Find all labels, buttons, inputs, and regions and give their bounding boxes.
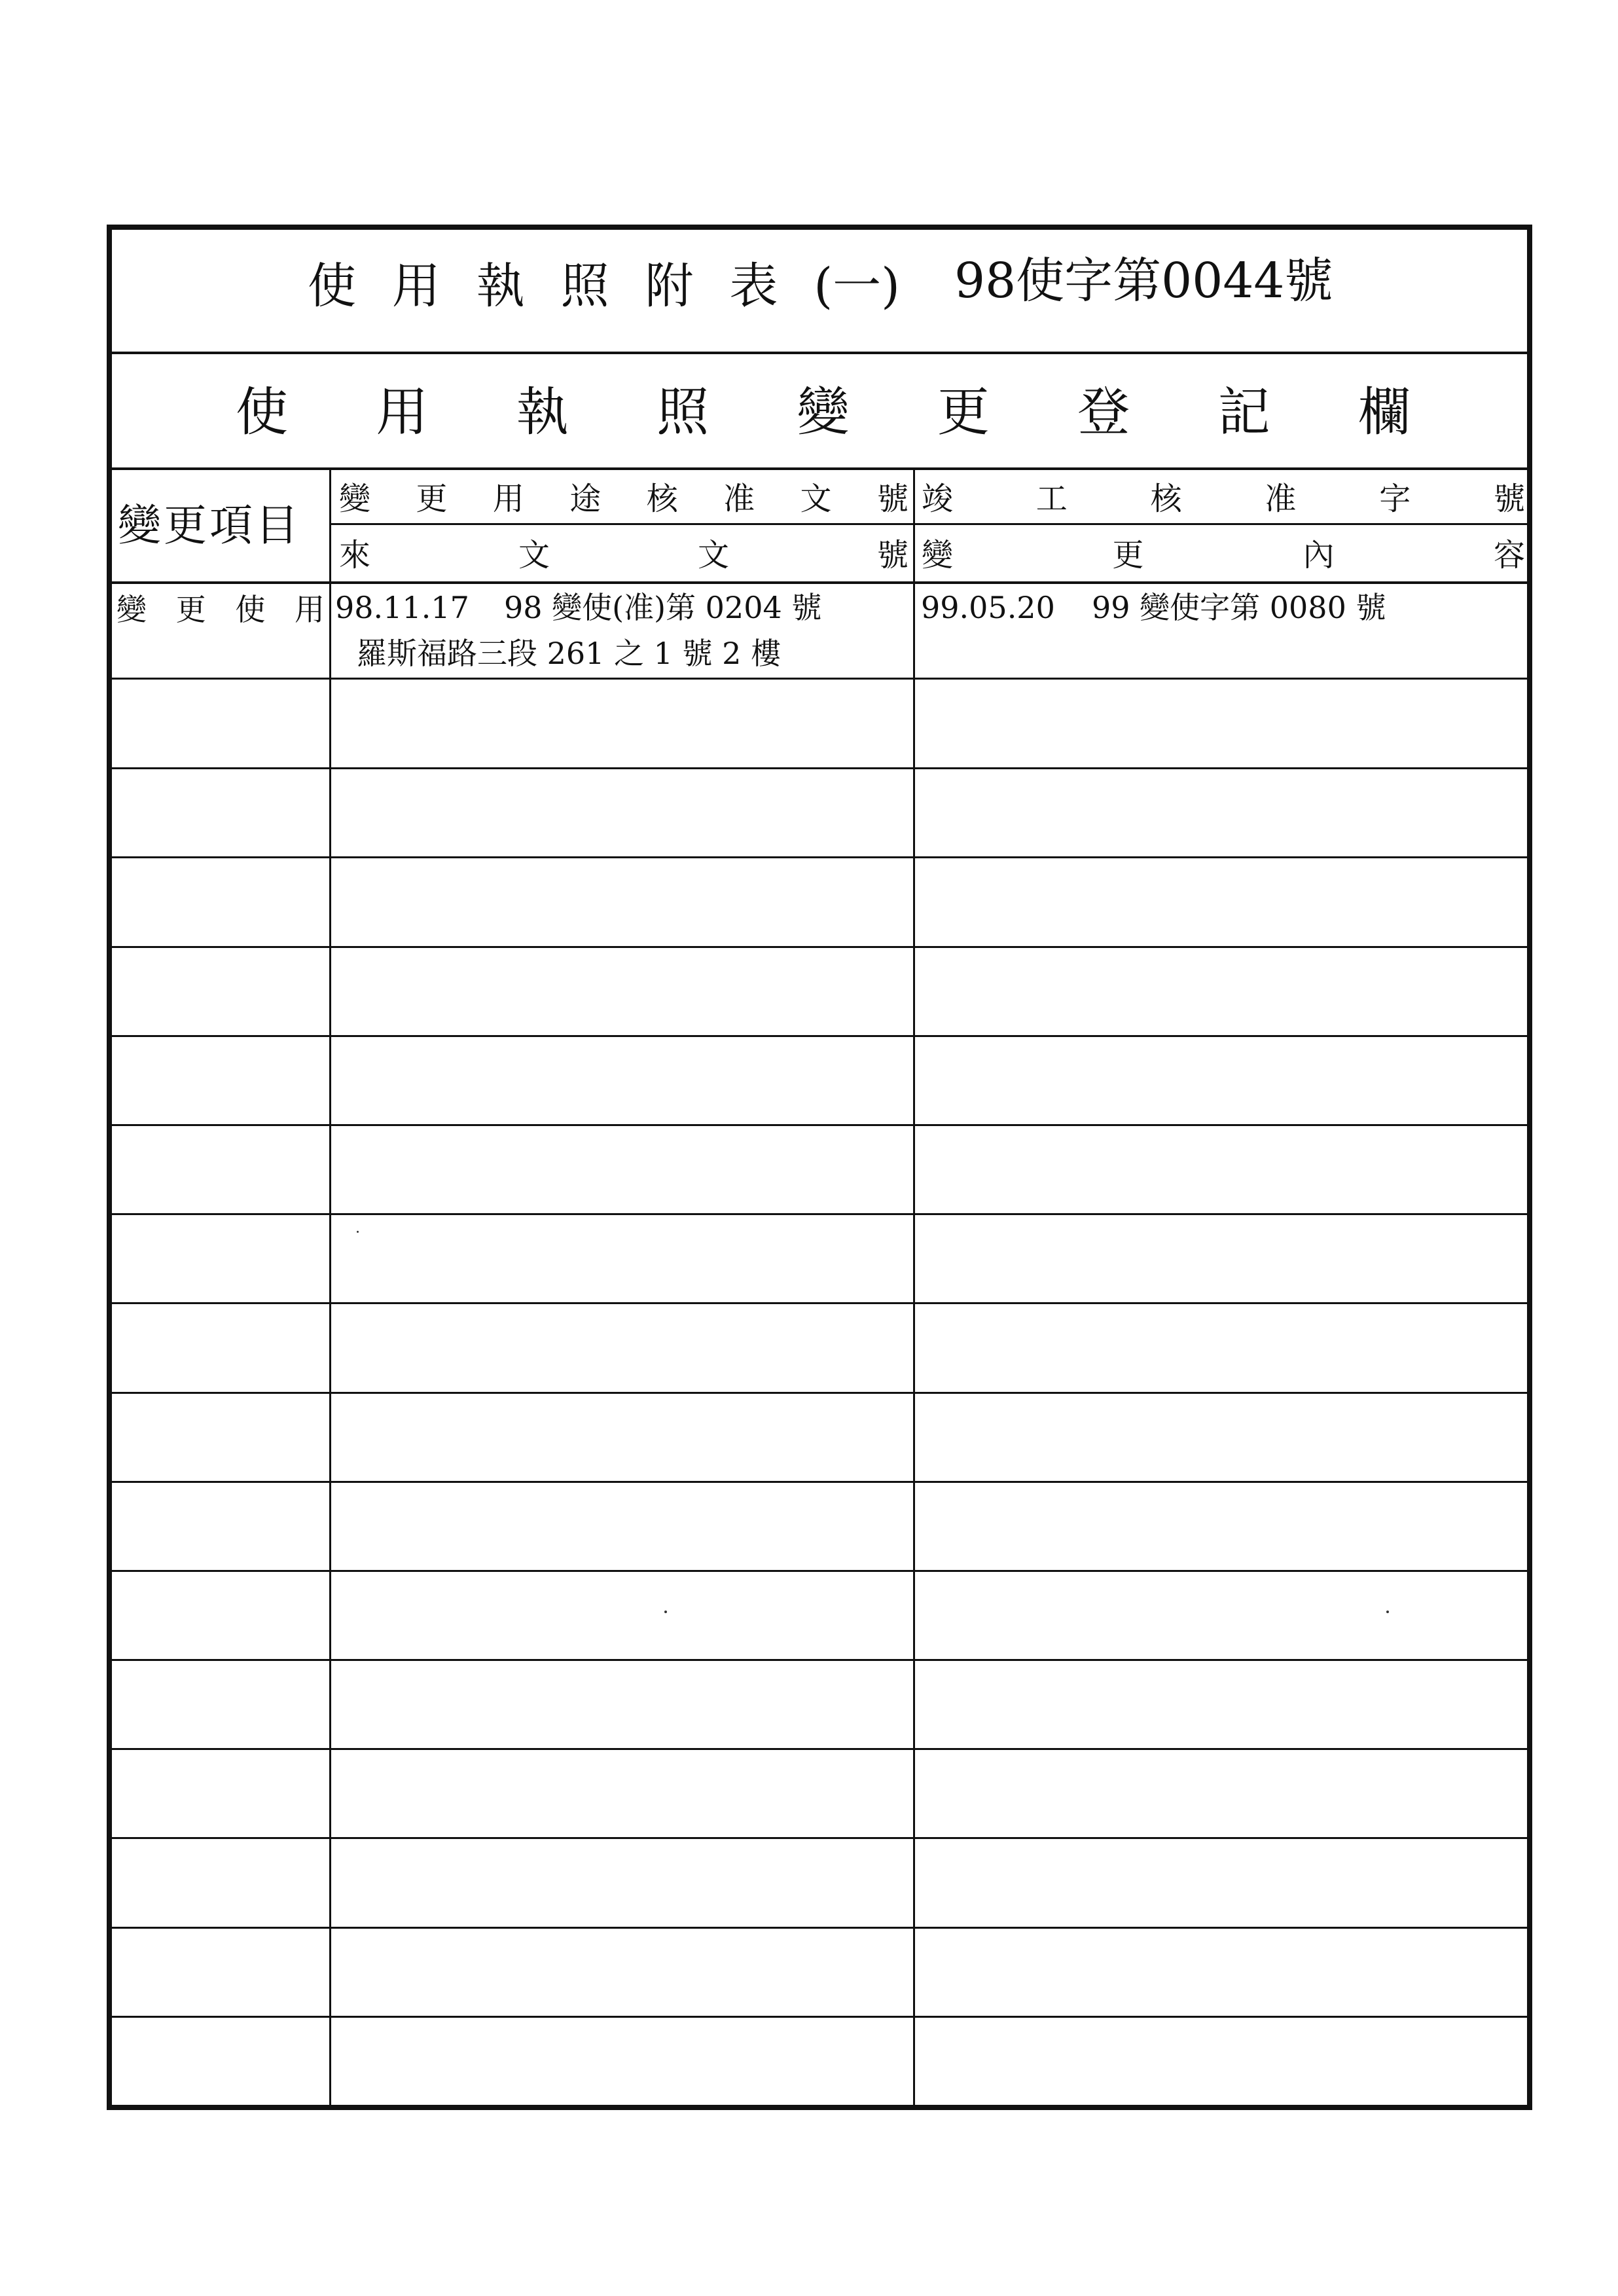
rule-below-subtitle bbox=[109, 467, 1530, 470]
row-rule bbox=[109, 1392, 1530, 1394]
rule-below-title bbox=[109, 352, 1530, 354]
row-1-completion-number: 99 變使字第 0080 號 bbox=[1092, 590, 1386, 625]
title-char: 表 bbox=[729, 258, 778, 314]
scan-speck bbox=[357, 1231, 359, 1233]
row-rule bbox=[109, 1927, 1530, 1929]
permit-mid: 使字第 bbox=[1016, 253, 1162, 309]
row-1-address: 羅斯福路三段 261 之 1 號 2 樓 bbox=[357, 636, 782, 671]
row-rule bbox=[109, 1481, 1530, 1483]
title-char: 執 bbox=[476, 258, 525, 314]
incoming-doc-header: 來 文 文 號 bbox=[339, 537, 908, 574]
row-rule bbox=[109, 1837, 1530, 1839]
row-rule bbox=[109, 1570, 1530, 1572]
form-subtitle bbox=[236, 383, 1411, 442]
rule-below-row-1 bbox=[109, 678, 1530, 680]
rule-below-header bbox=[109, 581, 1530, 584]
subtitle-char: 記 bbox=[1217, 382, 1270, 443]
row-1-approval-date: 98.11.17 bbox=[335, 590, 469, 625]
scan-speck bbox=[664, 1611, 667, 1613]
row-1-completion-date: 99.05.20 bbox=[921, 590, 1055, 625]
scan-speck bbox=[1386, 1611, 1389, 1613]
change-content-header: 變 更 內 容 bbox=[922, 537, 1525, 574]
subtitle-char: 執 bbox=[516, 382, 569, 443]
row-1-approval-number: 98 變使(准)第 0204 號 bbox=[504, 590, 822, 625]
subtitle-char: 欄 bbox=[1358, 382, 1411, 443]
subtitle-char: 登 bbox=[1077, 382, 1130, 443]
title-char: 使 bbox=[308, 258, 356, 314]
subtitle-char: 更 bbox=[937, 382, 990, 443]
row-rule bbox=[109, 1213, 1530, 1215]
row-rule bbox=[109, 767, 1530, 769]
row-rule bbox=[109, 1302, 1530, 1304]
row-1-change-item: 變 更 使 用 bbox=[117, 592, 325, 627]
row-rule bbox=[109, 946, 1530, 948]
title-char: 用 bbox=[391, 258, 440, 314]
row-rule bbox=[109, 1659, 1530, 1661]
completion-approval-header: 竣 工 核 准 字 號 bbox=[922, 481, 1525, 517]
permit-prefix: 98 bbox=[954, 253, 1016, 309]
row-rule bbox=[109, 1035, 1530, 1037]
subtitle-char: 用 bbox=[376, 382, 429, 443]
row-rule bbox=[109, 2016, 1530, 2018]
subtitle-char: 變 bbox=[797, 382, 850, 443]
col-separator-1 bbox=[329, 469, 331, 2107]
title-char: 照 bbox=[560, 258, 609, 314]
approval-doc-header: 變 更 用 途 核 准 文 號 bbox=[339, 481, 908, 517]
change-item-header: 變更項目 bbox=[118, 500, 301, 551]
permit-number bbox=[954, 253, 1333, 309]
permit-suffix: 號 bbox=[1284, 253, 1333, 309]
rule-header-split bbox=[331, 523, 1530, 525]
form-title bbox=[308, 257, 900, 316]
row-rule bbox=[109, 1124, 1530, 1126]
row-rule bbox=[109, 1748, 1530, 1750]
title-char: (一) bbox=[814, 258, 900, 314]
subtitle-char: 使 bbox=[236, 382, 288, 443]
permit-num: 0044 bbox=[1161, 253, 1285, 309]
row-rule bbox=[109, 856, 1530, 858]
col-separator-2 bbox=[913, 469, 915, 2107]
title-char: 附 bbox=[645, 258, 694, 314]
subtitle-char: 照 bbox=[656, 382, 710, 443]
